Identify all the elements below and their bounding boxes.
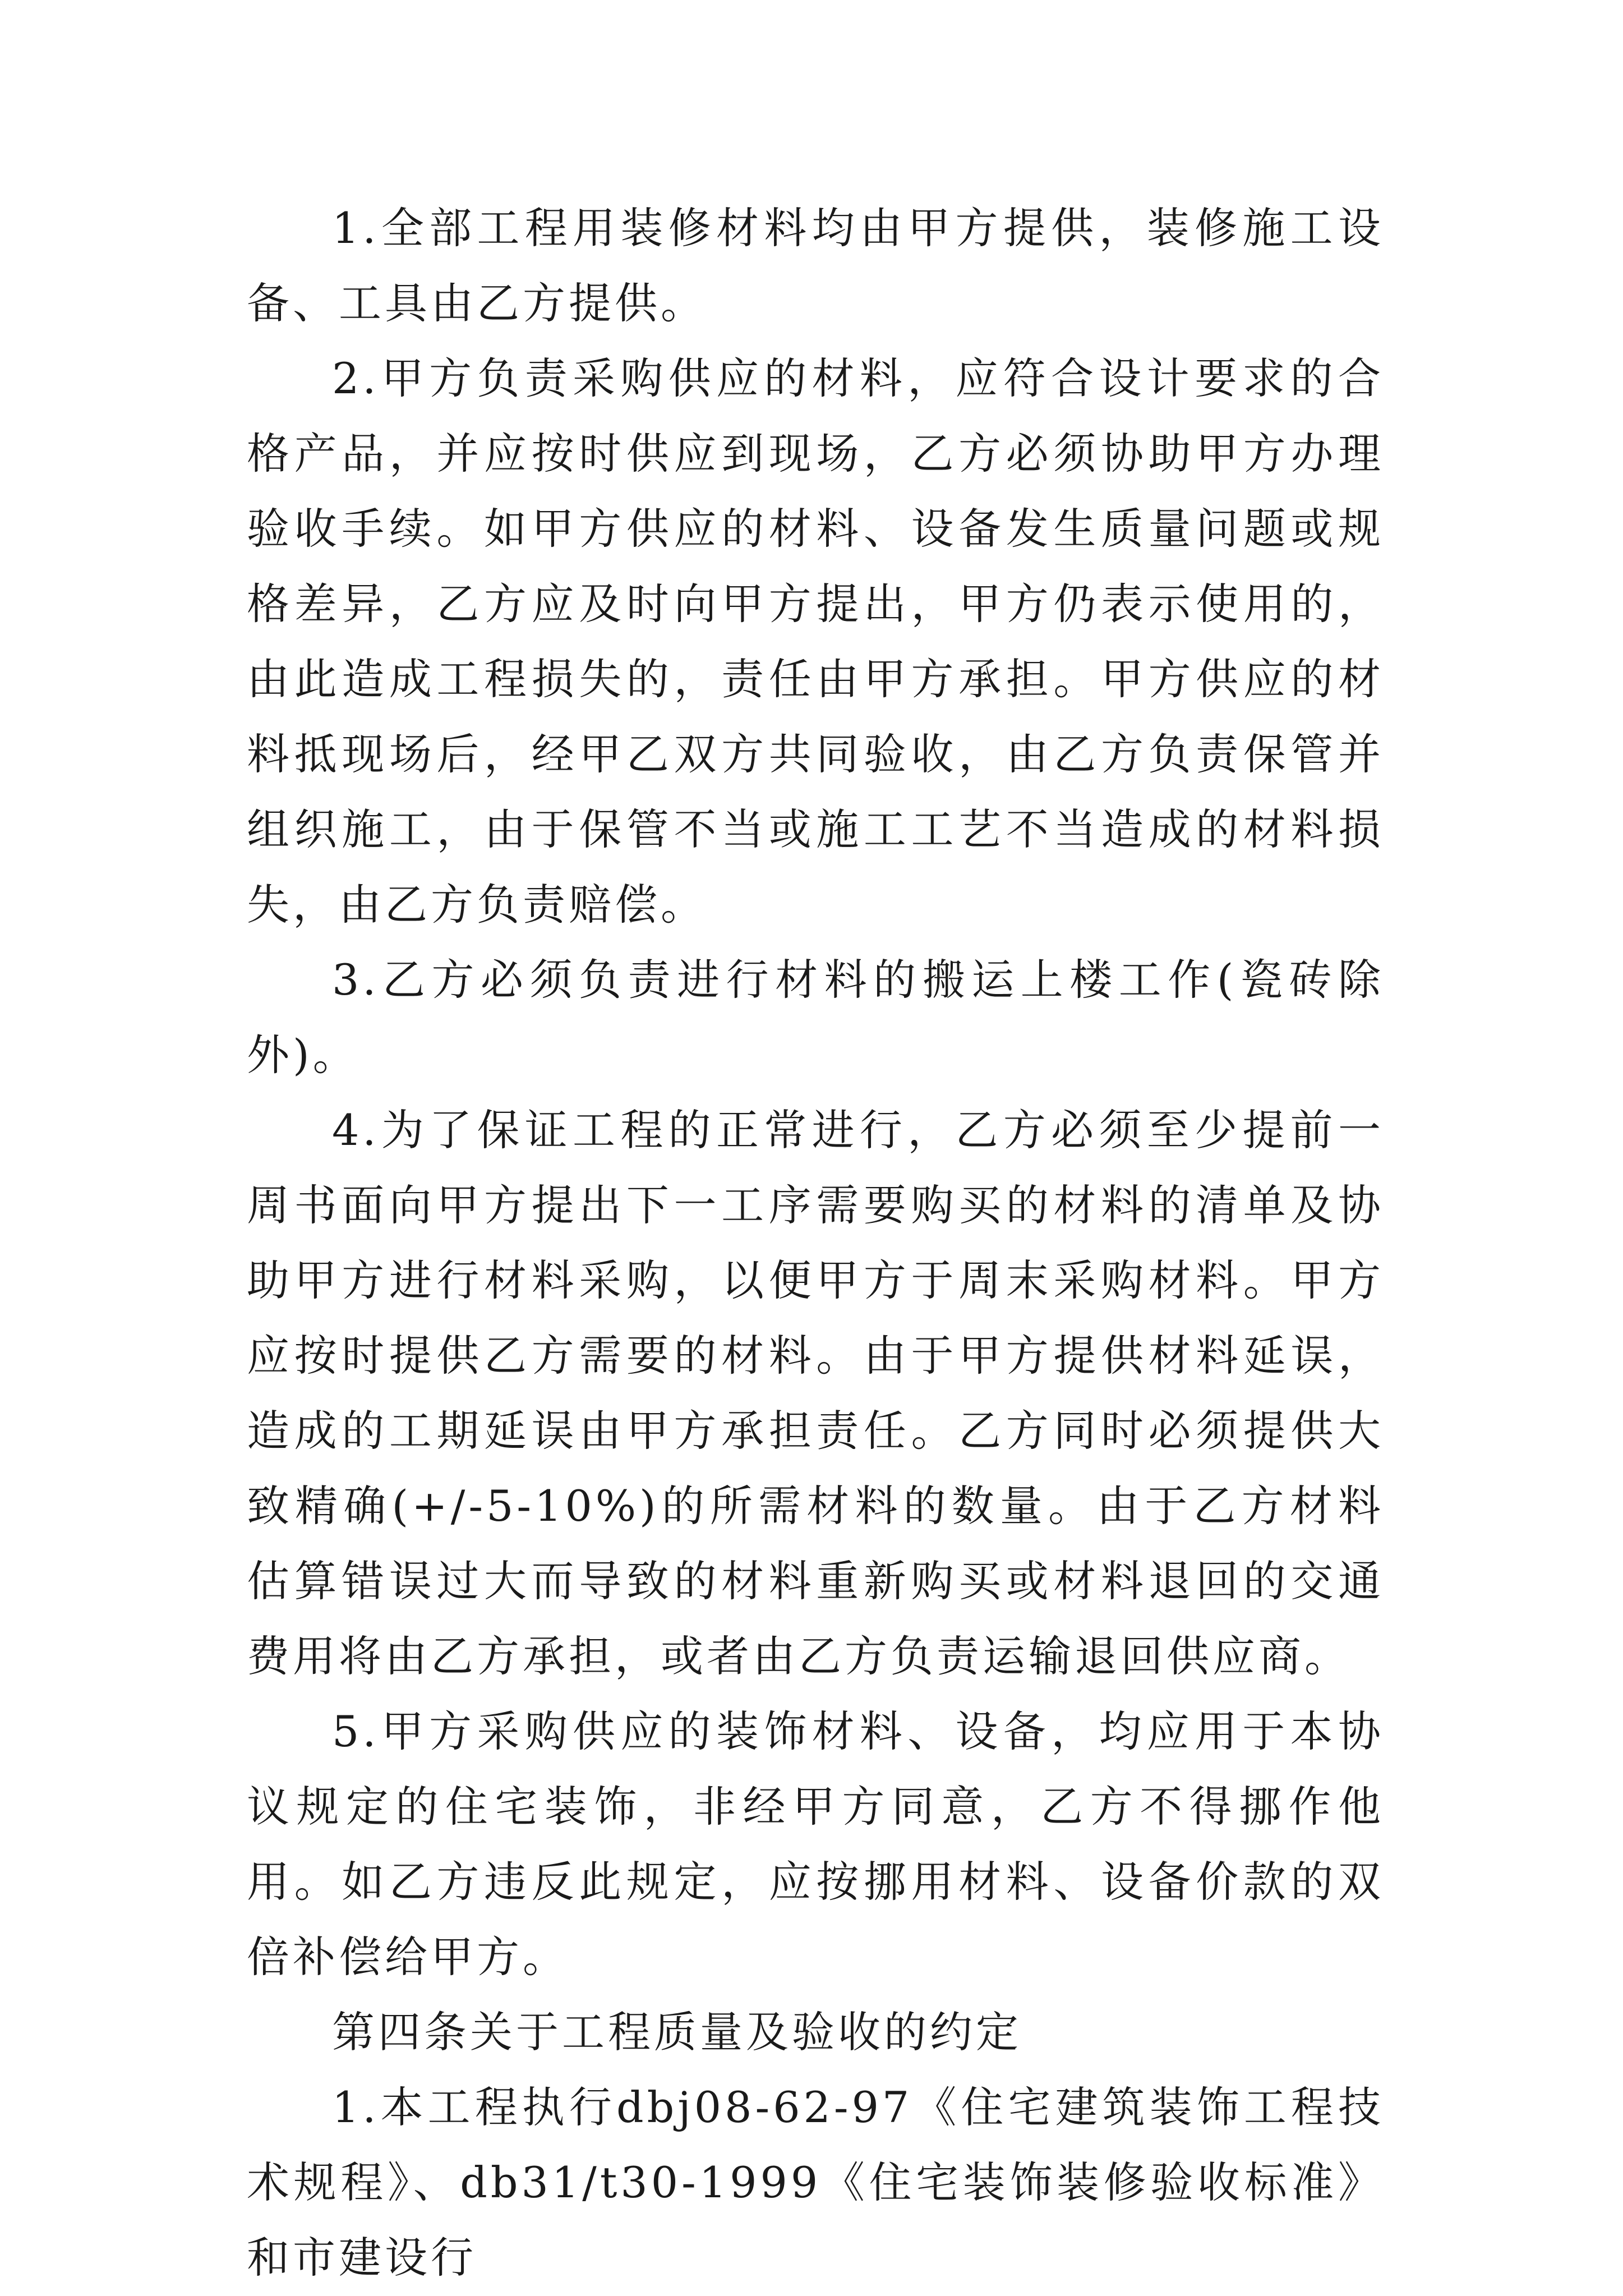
paragraph-materials-supply: 1.全部工程用装修材料均由甲方提供，装修施工设备、工具由乙方提供。 (247, 203, 1384, 328)
paragraph-materials-quality: 2.甲方负责采购供应的材料，应符合设计要求的合格产品，并应按时供应到现场，乙方必须协助甲方办理验收手续。如甲方供应的材料、设备发生质量问题或规格差异，乙方应及时向甲方提出，甲方仍表示使用的，由此造成工程损失的，责任由甲方承担。甲方供应的材料抵现场后，经甲乙双方共同验收，由乙方负责保管并组织施工，由于保管不当或施工工艺不当造成的材料损失，由乙方负责赔偿。 (247, 353, 1384, 930)
paragraph-quality-standards: 1.本工程执行dbj08-62-97《住宅建筑装饰工程技术规程》、db31/t30-1999《住宅装饰装修验收标准》和市建设行 (247, 2082, 1384, 2283)
paragraph-materials-transport: 3.乙方必须负责进行材料的搬运上楼工作(瓷砖除外)。 (247, 955, 1384, 1080)
paragraph-materials-usage: 5.甲方采购供应的装饰材料、设备，均应用于本协议规定的住宅装饰，非经甲方同意，乙方不得挪作他用。如乙方违反此规定，应按挪用材料、设备价款的双倍补偿给甲方。 (247, 1706, 1384, 1982)
section-heading-article-4: 第四条关于工程质量及验收的约定 (332, 2007, 1022, 2057)
document-body (247, 191, 1384, 2295)
paragraph-materials-purchase-list: 4.为了保证工程的正常进行，乙方必须至少提前一周书面向甲方提出下一工序需要购买的材料的清单及协助甲方进行材料采购，以便甲方于周末采购材料。甲方应按时提供乙方需要的材料。由于甲方提供材料延误，造成的工期延误由甲方承担责任。乙方同时必须提供大致精确(+/-5-10%)的所需材料的数量。由于乙方材料估算错误过大而导致的材料重新购买或材料退回的交通费用将由乙方承担，或者由乙方负责运输退回供应商。 (247, 1105, 1384, 1681)
